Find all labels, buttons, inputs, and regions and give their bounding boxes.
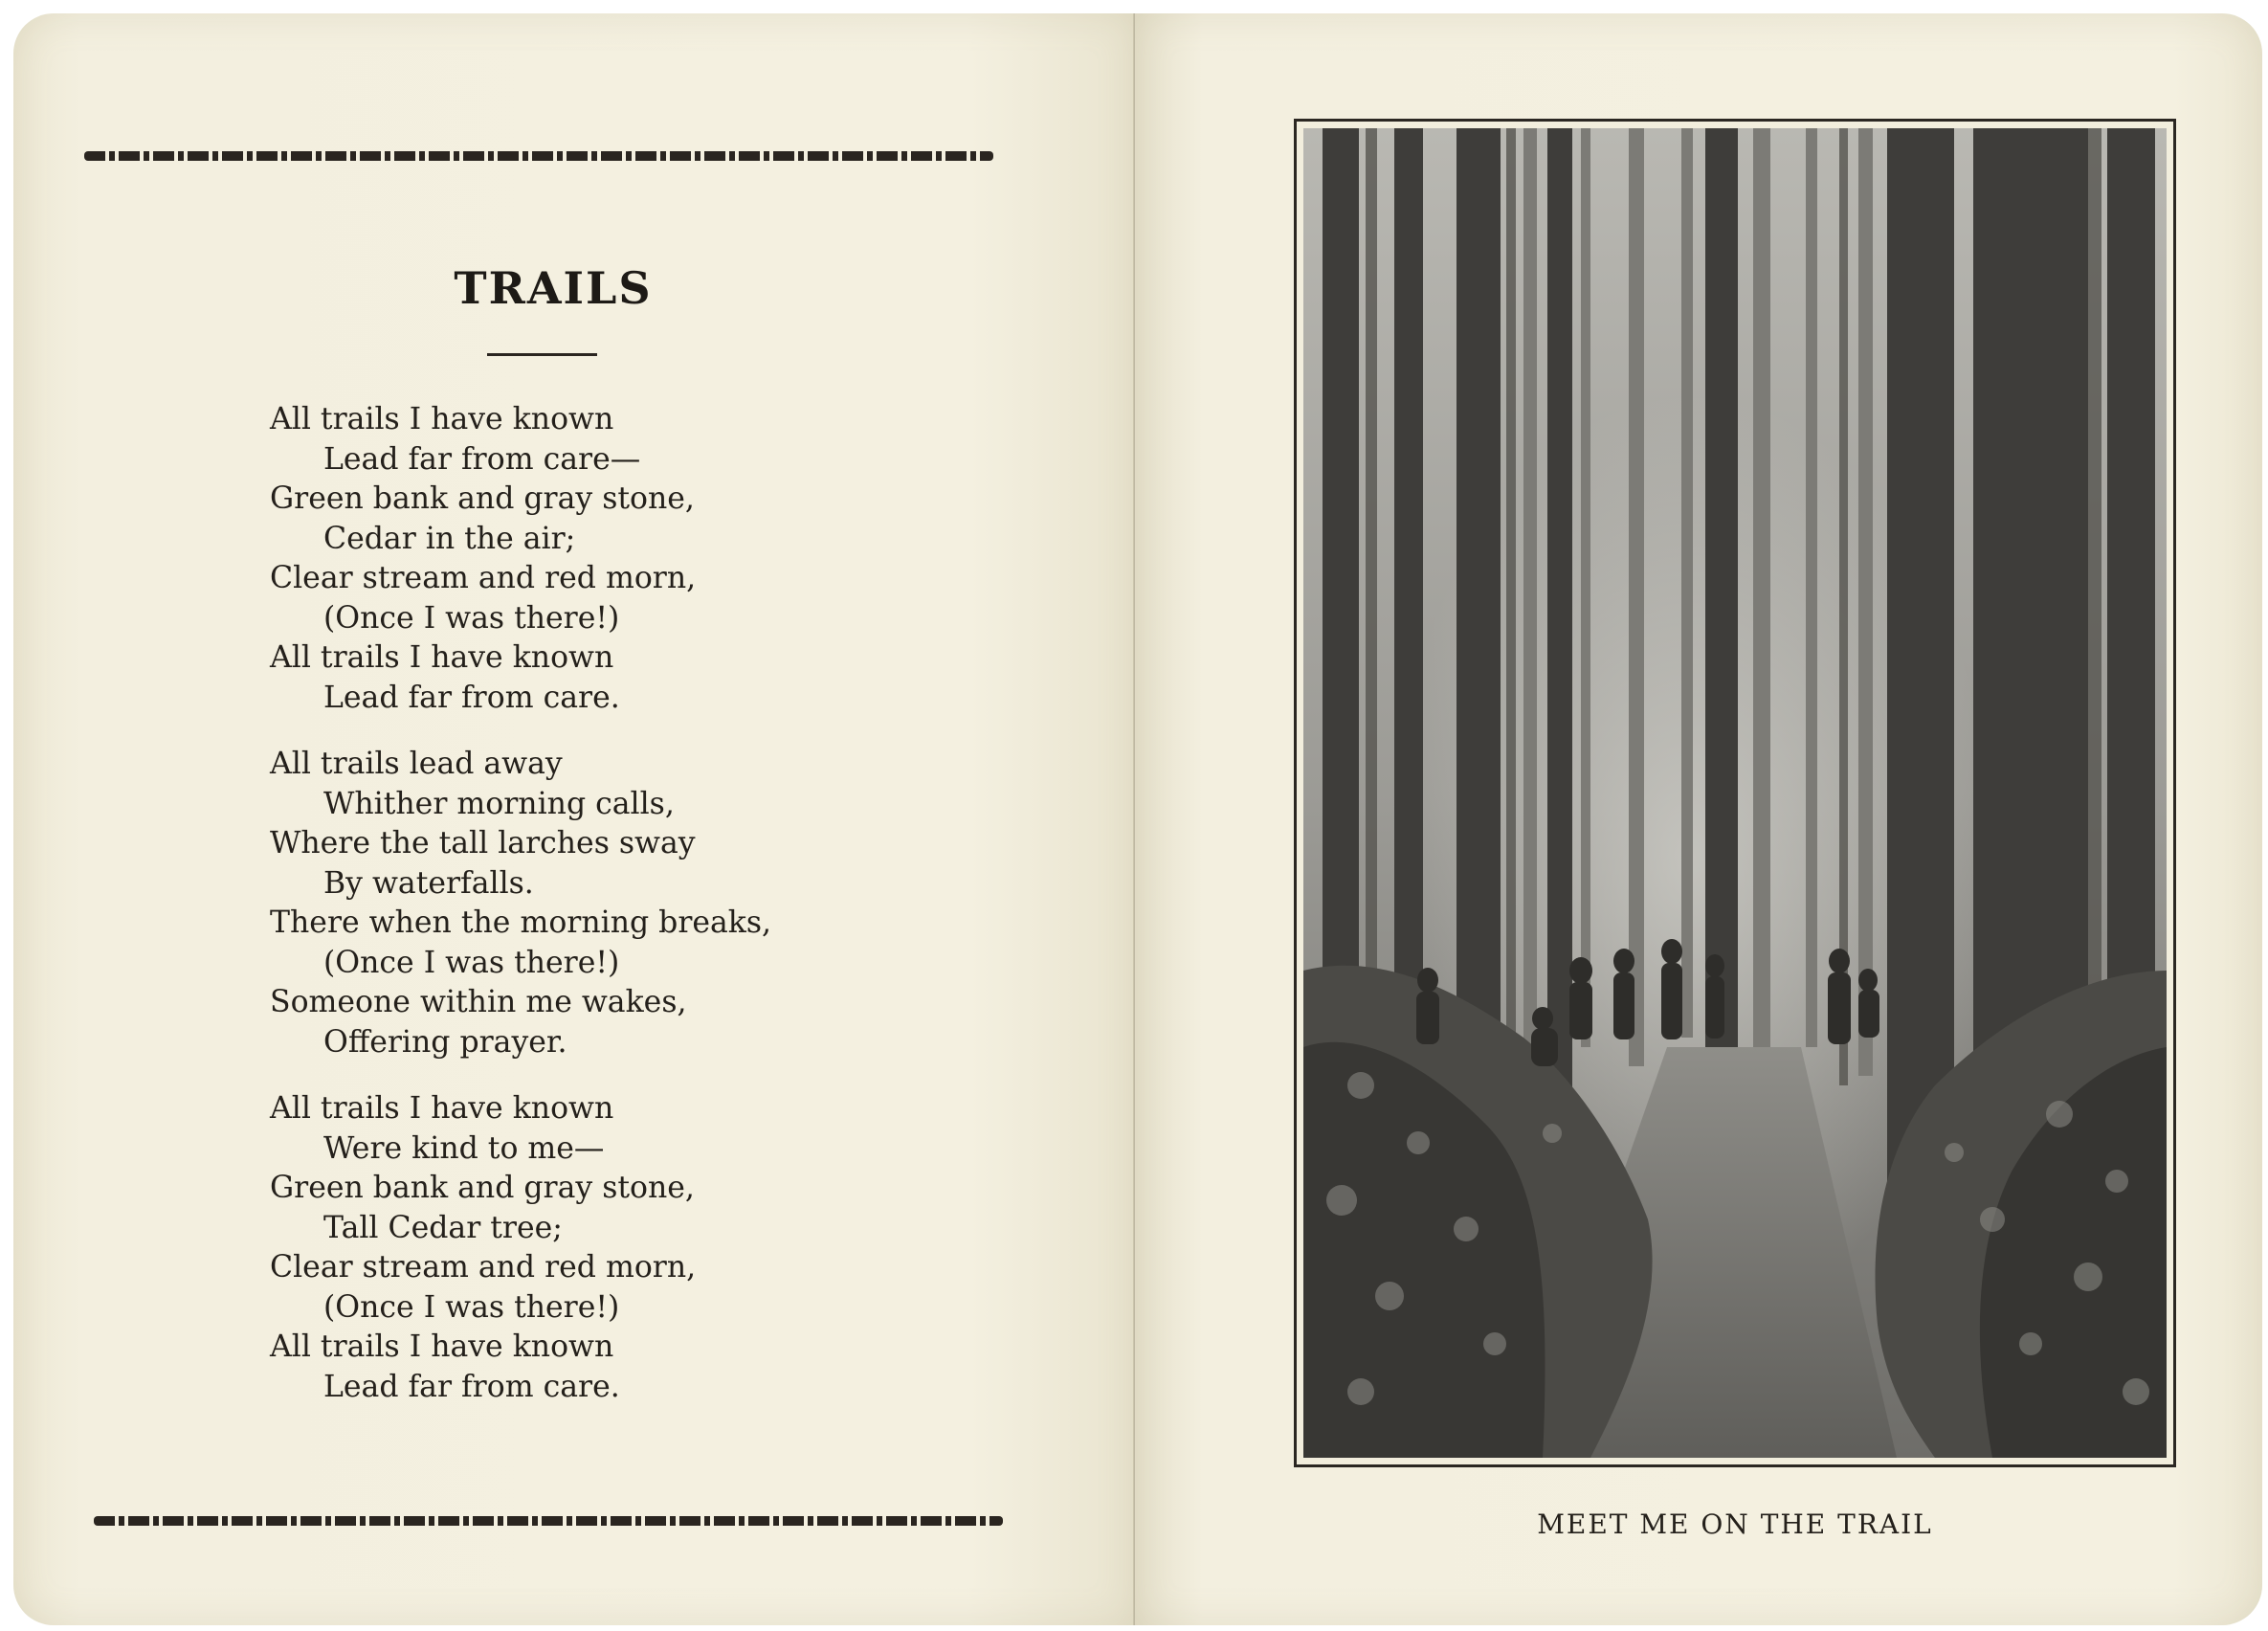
- forest-trail-photo: [1303, 128, 2167, 1458]
- photo-frame: [1294, 119, 2176, 1467]
- poem-body: [270, 400, 771, 1434]
- left-page: [13, 13, 1135, 1625]
- poem-line: Lead far from care—: [323, 441, 641, 477]
- poem-line: All trails I have known: [270, 402, 614, 436]
- poem-stanza: [270, 1089, 771, 1407]
- poem-line: Someone within me wakes,: [270, 985, 687, 1019]
- poem-line: Tall Cedar tree;: [323, 1210, 563, 1245]
- bottom-border-ornament: [94, 1516, 1003, 1526]
- poem-line: All trails I have known: [270, 1091, 614, 1126]
- poem-line: Lead far from care.: [323, 680, 620, 715]
- top-border-ornament: [84, 151, 993, 161]
- poem-line: There when the morning breaks,: [270, 905, 772, 940]
- poem-line: (Once I was there!): [323, 600, 620, 636]
- poem-line: Green bank and gray stone,: [270, 1171, 695, 1205]
- poem-line: Where the tall larches sway: [270, 826, 696, 860]
- poem-title: TRAILS: [454, 262, 653, 314]
- poem-line: All trails I have known: [270, 640, 614, 675]
- poem-line: Clear stream and red morn,: [270, 1250, 697, 1285]
- poem-line: Whither morning calls,: [323, 786, 675, 821]
- poem-line: Cedar in the air;: [323, 521, 576, 556]
- poem-line: (Once I was there!): [323, 1289, 620, 1325]
- poem-stanza: [270, 400, 771, 718]
- poem-line: Green bank and gray stone,: [270, 481, 695, 516]
- poem-line: (Once I was there!): [323, 945, 620, 980]
- poem-stanza: [270, 745, 771, 1062]
- poem-line: Were kind to me—: [323, 1130, 605, 1166]
- title-rule: [487, 353, 597, 356]
- poem-line: Lead far from care.: [323, 1369, 620, 1404]
- poem-line: All trails lead away: [270, 747, 563, 781]
- poem-line: Clear stream and red morn,: [270, 561, 697, 595]
- photo-caption: MEET ME ON THE TRAIL: [1537, 1508, 1933, 1540]
- poem-line: Offering prayer.: [323, 1024, 567, 1060]
- poem-line: By waterfalls.: [323, 865, 534, 901]
- poem-line: All trails I have known: [270, 1329, 614, 1364]
